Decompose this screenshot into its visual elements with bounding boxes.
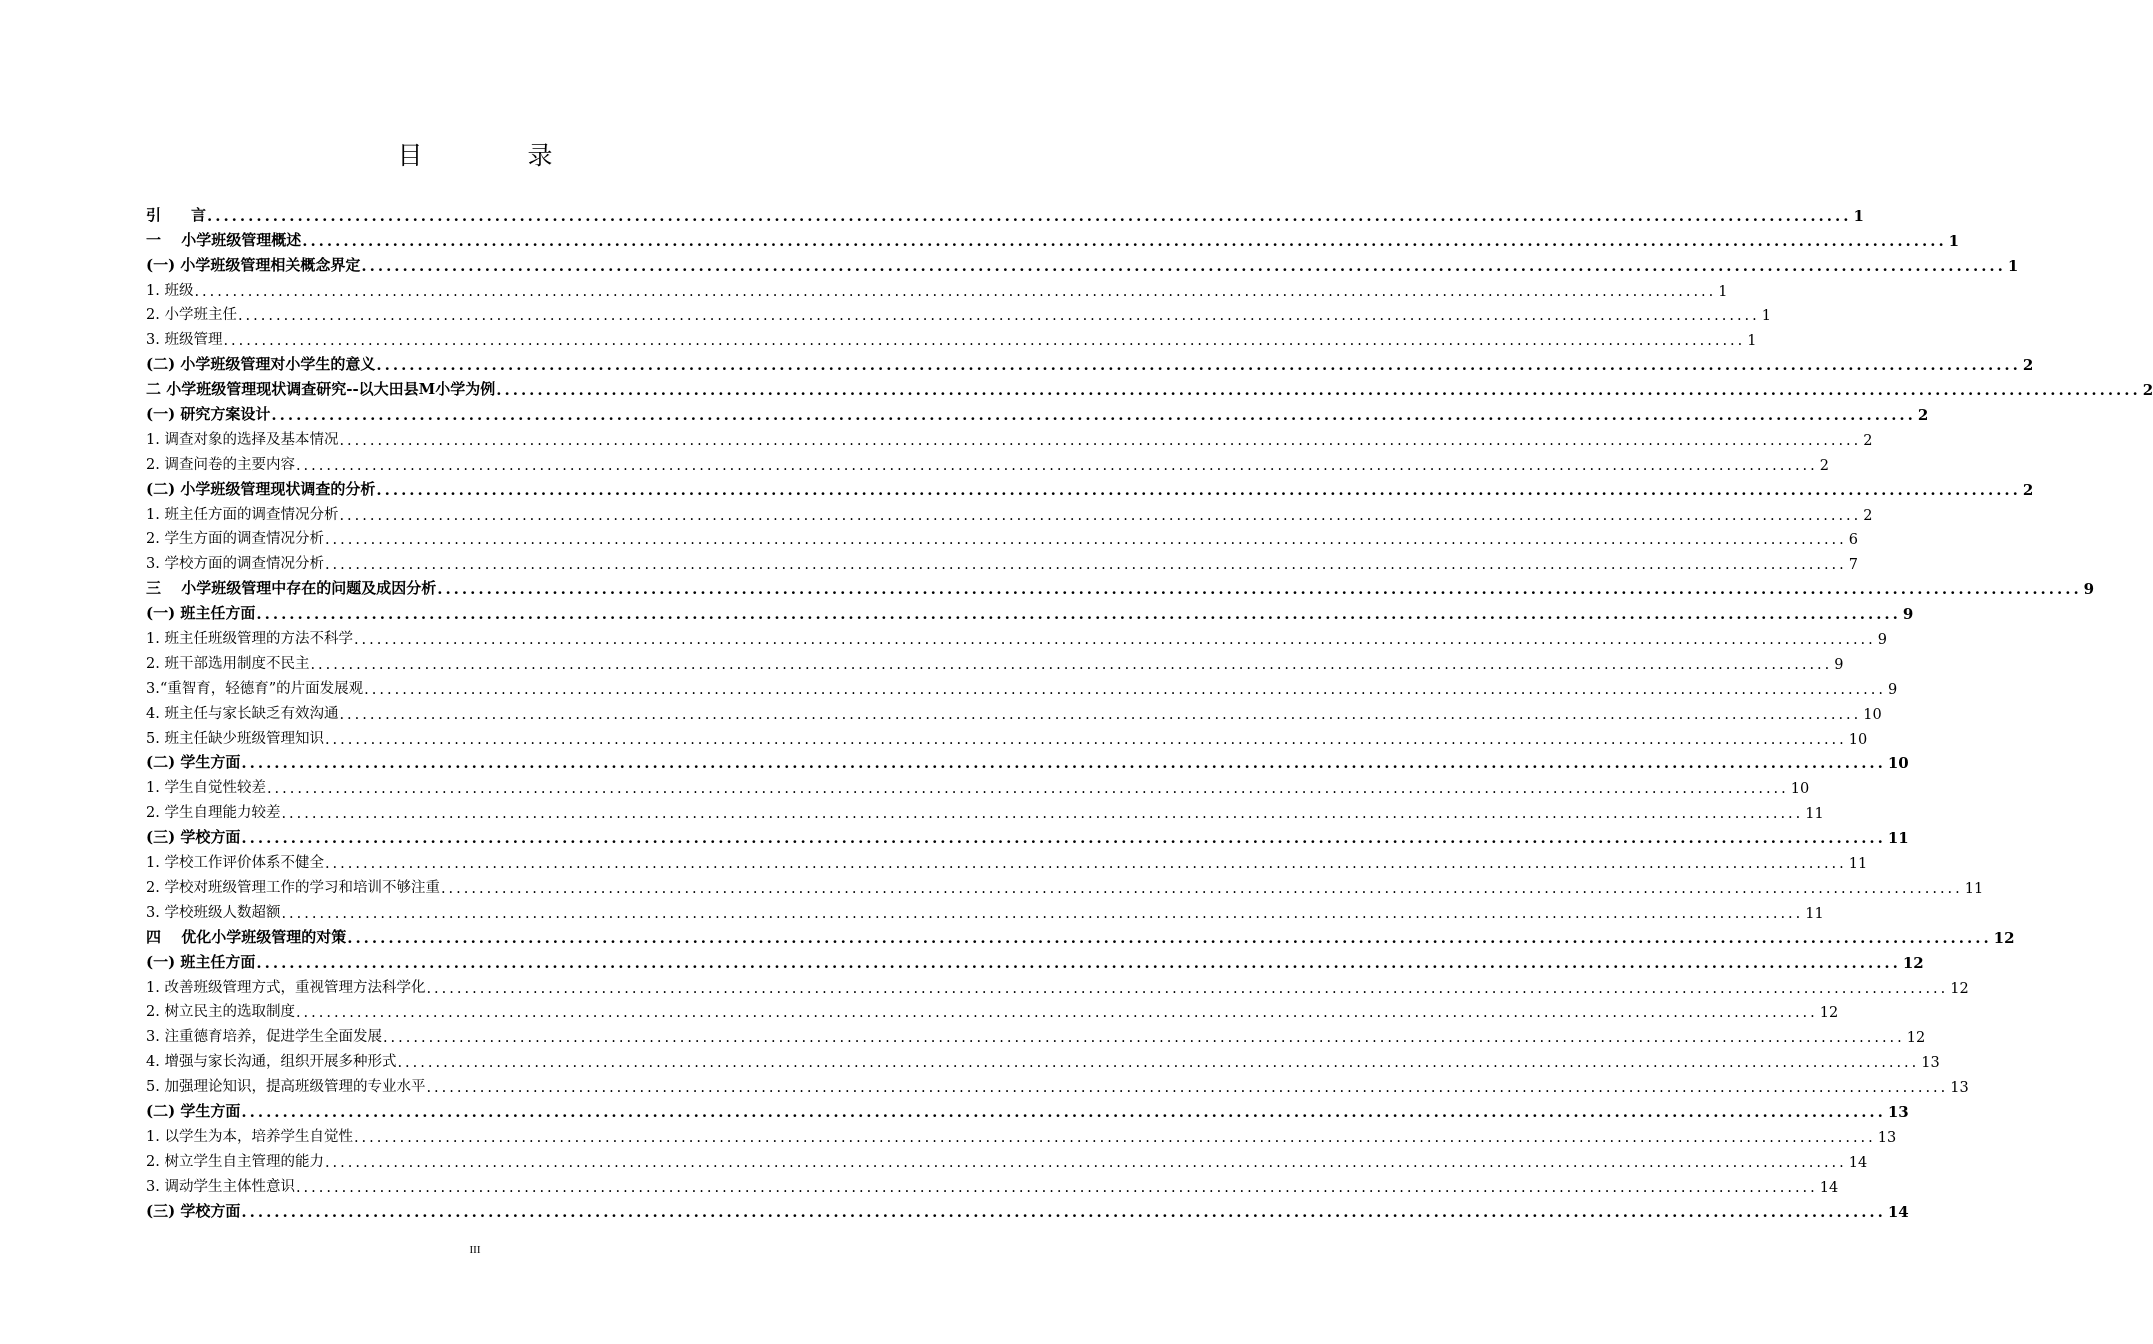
table-of-contents <box>146 200 2153 1221</box>
toc-entry-page: 9 <box>1902 605 1914 624</box>
toc-entry[interactable] <box>146 1146 1868 1171</box>
toc-leader-dots: ........................................................................................................................................................................................................ <box>241 1102 1886 1121</box>
toc-entry-page: 12 <box>1950 980 1969 997</box>
toc-entry-label: 1. 以学生为本，培养学生自觉性 <box>146 1128 353 1145</box>
toc-entry-page: 13 <box>1887 1102 1909 1121</box>
toc-entry-page: 10 <box>1848 731 1868 748</box>
toc-entry-page: 7 <box>1848 557 1859 574</box>
toc-entry-page: 2 <box>2022 356 2034 375</box>
toc-entry-label: (三) 学校方面 <box>146 828 241 847</box>
toc-entry[interactable] <box>146 1046 1940 1072</box>
toc-entry-page: 2 <box>1863 507 1873 524</box>
toc-leader-dots: ........................................................................................................................................................................................................ <box>310 656 1833 673</box>
toc-leader-dots: ........................................................................................................................................................................................................ <box>207 206 1852 225</box>
toc-entry[interactable] <box>146 748 1909 773</box>
toc-entry-label: 1. 学生自觉性较差 <box>146 780 266 797</box>
toc-entry-label: 二 小学班级管理现状调查研究--以大田县M小学为例 <box>146 380 496 399</box>
toc-leader-dots: ........................................................................................................................................................................................................ <box>281 905 1804 922</box>
toc-leader-dots: ........................................................................................................................................................................................................ <box>324 532 1847 549</box>
toc-entry-label: 1. 班主任班级管理的方法不科学 <box>146 631 353 648</box>
toc-leader-dots: ........................................................................................................................................................................................................ <box>194 283 1717 300</box>
toc-entry-page: 13 <box>1877 1129 1897 1146</box>
toc-entry[interactable] <box>146 399 1929 425</box>
toc-entry-page: 10 <box>1887 754 1909 773</box>
toc-entry-label: 引 言 <box>146 205 207 224</box>
toc-leader-dots: ........................................................................................................................................................................................................ <box>324 557 1847 574</box>
toc-entry-page: 9 <box>1834 656 1844 673</box>
toc-leader-dots: ........................................................................................................................................................................................................ <box>271 406 1916 425</box>
toc-leader-dots: ........................................................................................................................................................................................................ <box>266 781 1789 798</box>
toc-entry-label: 3.“重智育，轻德育”的片面发展观 <box>146 680 364 697</box>
toc-entry[interactable] <box>146 474 2034 499</box>
toc-leader-dots: ........................................................................................................................................................................................................ <box>382 1030 1905 1047</box>
toc-leader-dots: ........................................................................................................................................................................................................ <box>241 829 1886 848</box>
toc-entry-page: 2 <box>2142 381 2153 400</box>
toc-entry-page: 9 <box>2083 580 2095 599</box>
toc-entry-label: 2. 班干部选用制度不民主 <box>146 655 310 672</box>
toc-entry[interactable] <box>146 300 1772 325</box>
toc-entry-label: 2. 树立民主的选取制度 <box>146 1004 295 1021</box>
toc-leader-dots: ........................................................................................................................................................................................................ <box>496 381 2141 400</box>
toc-entry[interactable] <box>146 573 2095 599</box>
toc-entry-label: (一) 小学班级管理相关概念界定 <box>146 255 361 274</box>
toc-entry-page: 13 <box>1950 1080 1969 1097</box>
toc-leader-dots: ........................................................................................................................................................................................................ <box>361 256 2006 275</box>
toc-entry[interactable] <box>146 424 1873 449</box>
toc-entry[interactable] <box>146 324 1757 350</box>
toc-leader-dots: ........................................................................................................................................................................................................ <box>339 432 1862 449</box>
toc-entry-label: (二) 小学班级管理现状调查的分析 <box>146 479 376 498</box>
toc-leader-dots: ........................................................................................................................................................................................................ <box>339 507 1862 524</box>
toc-entry-label: 2. 学生自理能力较差 <box>146 805 281 822</box>
toc-entry[interactable] <box>146 449 1830 474</box>
toc-entry[interactable] <box>146 524 1859 549</box>
toc-entry-label: 1. 改善班级管理方式，重视管理方法科学化 <box>146 979 426 996</box>
toc-entry[interactable] <box>146 648 1844 673</box>
toc-entry[interactable] <box>146 872 1984 897</box>
toc-entry[interactable] <box>146 1121 1897 1146</box>
toc-entry[interactable] <box>146 723 1868 748</box>
toc-leader-dots: ........................................................................................................................................................................................................ <box>376 356 2021 375</box>
toc-entry[interactable] <box>146 499 1873 524</box>
toc-leader-dots: ........................................................................................................................................................................................................ <box>241 754 1886 773</box>
toc-entry-page: 2 <box>2022 480 2034 499</box>
toc-entry[interactable] <box>146 847 1868 873</box>
toc-entry-label: 四 优化小学班级管理的对策 <box>146 927 347 946</box>
toc-entry-page: 14 <box>1848 1154 1868 1171</box>
toc-entry-label: 一 小学班级管理概述 <box>146 230 302 249</box>
toc-entry[interactable] <box>146 623 1888 649</box>
toc-entry[interactable] <box>146 548 1859 574</box>
toc-entry[interactable] <box>146 922 2015 947</box>
toc-entry-page: 6 <box>1848 532 1859 549</box>
toc-entry-label: (一) 研究方案设计 <box>146 405 271 424</box>
toc-entry-page: 12 <box>1902 953 1924 972</box>
page-number: III <box>469 1244 481 1256</box>
toc-leader-dots: ........................................................................................................................................................................................................ <box>376 480 2021 499</box>
toc-leader-dots: ........................................................................................................................................................................................................ <box>295 1179 1818 1196</box>
toc-entry[interactable] <box>146 1021 1926 1047</box>
toc-entry-label: 4. 班主任与家长缺乏有效沟通 <box>146 705 339 722</box>
toc-entry-label: 1. 班主任方面的调查情况分析 <box>146 506 339 523</box>
toc-entry-page: 1 <box>1853 206 1864 225</box>
toc-leader-dots: ........................................................................................................................................................................................................ <box>437 580 2082 599</box>
toc-entry-page: 1 <box>1948 231 1960 250</box>
toc-entry-label: 4. 增强与家长沟通，组织开展多种形式 <box>146 1054 397 1071</box>
toc-entry-label: (一) 班主任方面 <box>146 952 256 971</box>
toc-entry-label: (一) 班主任方面 <box>146 604 256 623</box>
toc-entry-label: 1. 调查对象的选择及基本情况 <box>146 431 339 448</box>
toc-entry[interactable] <box>146 1071 1969 1097</box>
page-title: 目 录 <box>397 141 593 170</box>
toc-entry-label: 1. 学校工作评价体系不健全 <box>146 855 324 872</box>
toc-entry[interactable] <box>146 250 2019 275</box>
toc-entry-label: 3. 学校方面的调查情况分析 <box>146 556 324 573</box>
toc-entry-label: 2. 调查问卷的主要内容 <box>146 456 295 473</box>
toc-entry-page: 1 <box>1761 308 1772 325</box>
toc-entry-label: 1. 班级 <box>146 282 194 299</box>
toc-entry-label: 5. 班主任缺少班级管理知识 <box>146 730 324 747</box>
toc-entry-page: 14 <box>1887 1202 1909 1221</box>
toc-entry[interactable] <box>146 997 1839 1022</box>
toc-entry-page: 9 <box>1888 681 1898 698</box>
toc-entry[interactable] <box>146 822 1909 848</box>
toc-leader-dots: ........................................................................................................................................................................................................ <box>440 880 1963 897</box>
toc-leader-dots: ........................................................................................................................................................................................................ <box>302 231 1947 250</box>
toc-entry-page: 11 <box>1805 806 1824 823</box>
toc-entry[interactable] <box>146 797 1824 823</box>
toc-entry[interactable] <box>146 772 1810 798</box>
toc-entry[interactable] <box>146 374 2153 400</box>
toc-entry-page: 12 <box>1993 928 2015 947</box>
toc-entry-label: 2. 学生方面的调查情况分析 <box>146 531 324 548</box>
toc-entry-label: (二) 小学班级管理对小学生的意义 <box>146 355 376 374</box>
toc-entry-page: 2 <box>1819 457 1830 474</box>
toc-entry-label: 3. 调动学生主体性意识 <box>146 1178 295 1195</box>
toc-entry[interactable] <box>146 200 1864 225</box>
toc-entry-page: 13 <box>1921 1055 1940 1072</box>
toc-entry-page: 2 <box>1917 406 1929 425</box>
toc-entry[interactable] <box>146 698 1882 723</box>
toc-entry-page: 11 <box>1964 880 1984 897</box>
toc-entry-label: 5. 加强理论知识，提高班级管理的专业水平 <box>146 1079 426 1096</box>
toc-leader-dots: ........................................................................................................................................................................................................ <box>353 632 1876 649</box>
toc-entry-page: 2 <box>1863 432 1873 449</box>
toc-entry[interactable] <box>146 1096 1909 1121</box>
toc-entry-label: 3. 学校班级人数超额 <box>146 904 281 921</box>
toc-leader-dots: ........................................................................................................................................................................................................ <box>281 806 1804 823</box>
toc-leader-dots: ........................................................................................................................................................................................................ <box>426 1080 1949 1097</box>
toc-entry-page: 1 <box>2007 256 2019 275</box>
toc-entry[interactable] <box>146 349 2034 375</box>
toc-entry[interactable] <box>146 275 1728 300</box>
toc-entry-label: 2. 学校对班级管理工作的学习和培训不够注重 <box>146 879 440 896</box>
toc-entry-label: (三) 学校方面 <box>146 1201 241 1220</box>
toc-entry-page: 1 <box>1718 283 1728 300</box>
toc-entry-page: 11 <box>1887 829 1909 848</box>
toc-entry[interactable] <box>146 225 1960 250</box>
toc-entry-page: 12 <box>1906 1030 1926 1047</box>
toc-entry[interactable] <box>146 673 1898 698</box>
toc-entry-page: 10 <box>1863 706 1882 723</box>
toc-entry-label: 三 小学班级管理中存在的问题及成因分析 <box>146 579 437 598</box>
toc-leader-dots: ........................................................................................................................................................................................................ <box>295 1005 1818 1022</box>
toc-leader-dots: ........................................................................................................................................................................................................ <box>324 1154 1847 1171</box>
toc-leader-dots: ........................................................................................................................................................................................................ <box>324 856 1847 873</box>
toc-entry-page: 11 <box>1805 905 1824 922</box>
toc-leader-dots: ........................................................................................................................................................................................................ <box>241 1202 1886 1221</box>
toc-leader-dots: ........................................................................................................................................................................................................ <box>237 308 1760 325</box>
toc-entry-page: 10 <box>1790 781 1810 798</box>
toc-entry-page: 9 <box>1877 632 1888 649</box>
toc-leader-dots: ........................................................................................................................................................................................................ <box>397 1055 1920 1072</box>
toc-leader-dots: ........................................................................................................................................................................................................ <box>295 457 1818 474</box>
toc-leader-dots: ........................................................................................................................................................................................................ <box>364 681 1886 698</box>
toc-leader-dots: ........................................................................................................................................................................................................ <box>256 953 1901 972</box>
toc-entry-label: 2. 小学班主任 <box>146 307 237 324</box>
toc-entry[interactable] <box>146 1171 1839 1196</box>
toc-entry-page: 14 <box>1819 1179 1839 1196</box>
toc-leader-dots: ........................................................................................................................................................................................................ <box>223 333 1746 350</box>
toc-leader-dots: ........................................................................................................................................................................................................ <box>324 731 1847 748</box>
toc-entry[interactable] <box>146 947 1924 972</box>
toc-leader-dots: ........................................................................................................................................................................................................ <box>339 706 1862 723</box>
toc-leader-dots: ........................................................................................................................................................................................................ <box>426 980 1949 997</box>
toc-entry-label: 2. 树立学生自主管理的能力 <box>146 1153 324 1170</box>
toc-entry-label: (二) 学生方面 <box>146 1101 241 1120</box>
toc-entry[interactable] <box>146 1196 1909 1221</box>
toc-entry-label: 3. 注重德育培养，促进学生全面发展 <box>146 1029 382 1046</box>
toc-entry[interactable] <box>146 897 1824 922</box>
toc-entry-page: 1 <box>1747 333 1757 350</box>
toc-entry-page: 12 <box>1819 1005 1839 1022</box>
toc-leader-dots: ........................................................................................................................................................................................................ <box>256 605 1901 624</box>
toc-leader-dots: ........................................................................................................................................................................................................ <box>353 1129 1876 1146</box>
toc-leader-dots: ........................................................................................................................................................................................................ <box>347 928 1992 947</box>
toc-entry-label: (二) 学生方面 <box>146 753 241 772</box>
toc-entry-page: 11 <box>1848 856 1868 873</box>
toc-entry[interactable] <box>146 972 1969 997</box>
toc-entry-label: 3. 班级管理 <box>146 332 223 349</box>
toc-entry[interactable] <box>146 598 1914 624</box>
